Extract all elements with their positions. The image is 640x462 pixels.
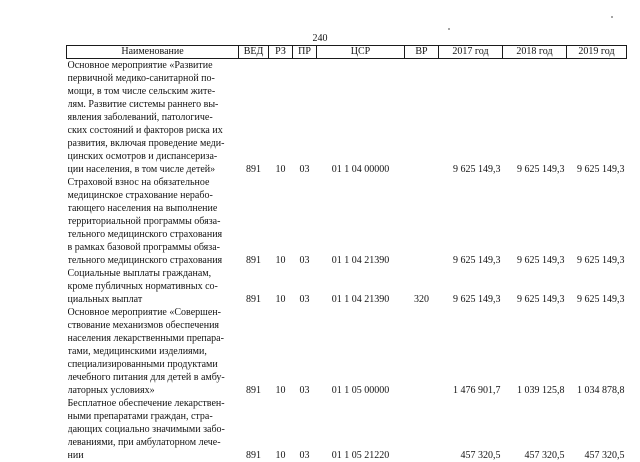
table-row bbox=[67, 267, 627, 306]
cell-pr: 03 bbox=[293, 267, 317, 306]
name-line: тающего населения на выполнение bbox=[68, 202, 237, 215]
cell-2017: 9 625 149,3 bbox=[439, 59, 503, 177]
name-line: дающих социально значимыми забо- bbox=[68, 423, 237, 436]
name-line: тельного медицинского страхования bbox=[68, 228, 237, 241]
name-line: латорных условиях» bbox=[68, 384, 237, 397]
name-line: ствование механизмов обеспечения bbox=[68, 319, 237, 332]
cell-2019: 1 034 878,8 bbox=[567, 306, 627, 397]
header-rz: РЗ bbox=[269, 46, 293, 59]
name-line: кроме публичных нормативных со- bbox=[68, 280, 237, 293]
cell-2017: 9 625 149,3 bbox=[439, 176, 503, 267]
cell-pr: 03 bbox=[293, 59, 317, 177]
cell-vr bbox=[405, 59, 439, 177]
name-line: населения лекарственными препара- bbox=[68, 332, 237, 345]
table-row bbox=[67, 176, 627, 267]
name-line: нии bbox=[68, 449, 237, 462]
cell-vr bbox=[405, 176, 439, 267]
cell-pr: 03 bbox=[293, 397, 317, 462]
table-row bbox=[67, 59, 627, 177]
cell-2019: 9 625 149,3 bbox=[567, 267, 627, 306]
header-pr: ПР bbox=[293, 46, 317, 59]
cell-ved: 891 bbox=[239, 306, 269, 397]
cell-ved: 891 bbox=[239, 397, 269, 462]
header-vr: ВР bbox=[405, 46, 439, 59]
table-row bbox=[67, 306, 627, 397]
name-line: развития, включая проведение меди- bbox=[68, 137, 237, 150]
cell-ved: 891 bbox=[239, 176, 269, 267]
header-2017: 2017 год bbox=[439, 46, 503, 59]
name-line: Бесплатное обеспечение лекарствен- bbox=[68, 397, 237, 410]
cell-2019: 9 625 149,3 bbox=[567, 176, 627, 267]
cell-pr: 03 bbox=[293, 306, 317, 397]
cell-rz: 10 bbox=[269, 267, 293, 306]
cell-rz: 10 bbox=[269, 59, 293, 177]
cell-vr bbox=[405, 397, 439, 462]
name-line: в рамках базовой программы обяза- bbox=[68, 241, 237, 254]
cell-2017: 1 476 901,7 bbox=[439, 306, 503, 397]
cell-pr: 03 bbox=[293, 176, 317, 267]
cell-csr: 01 1 04 21390 bbox=[317, 267, 405, 306]
cell-rz: 10 bbox=[269, 176, 293, 267]
row-name bbox=[67, 176, 239, 267]
header-name: Наименование bbox=[67, 46, 239, 59]
budget-table bbox=[66, 45, 627, 462]
table-header-row bbox=[67, 46, 627, 59]
table-body bbox=[67, 59, 627, 462]
cell-2018: 457 320,5 bbox=[503, 397, 567, 462]
cell-2019: 9 625 149,3 bbox=[567, 59, 627, 177]
name-line: Страховой взнос на обязательное bbox=[68, 176, 237, 189]
name-line: цинских осмотров и диспансериза- bbox=[68, 150, 237, 163]
header-2018: 2018 год bbox=[503, 46, 567, 59]
cell-ved: 891 bbox=[239, 267, 269, 306]
name-line: циальных выплат bbox=[68, 293, 237, 306]
cell-2018: 1 039 125,8 bbox=[503, 306, 567, 397]
table-row bbox=[67, 397, 627, 462]
name-line: лечебного питания для детей в амбу- bbox=[68, 371, 237, 384]
name-line: ских состояний и факторов риска их bbox=[68, 124, 237, 137]
cell-2017: 457 320,5 bbox=[439, 397, 503, 462]
cell-2018: 9 625 149,3 bbox=[503, 176, 567, 267]
cell-csr: 01 1 05 00000 bbox=[317, 306, 405, 397]
cell-vr bbox=[405, 306, 439, 397]
name-line: территориальной программы обяза- bbox=[68, 215, 237, 228]
name-line: Социальные выплаты гражданам, bbox=[68, 267, 237, 280]
row-name bbox=[67, 59, 239, 177]
header-csr: ЦСР bbox=[317, 46, 405, 59]
name-line: тами, медицинскими изделиями, bbox=[68, 345, 237, 358]
cell-2019: 457 320,5 bbox=[567, 397, 627, 462]
name-line: леваниями, при амбулаторном лече- bbox=[68, 436, 237, 449]
cell-2018: 9 625 149,3 bbox=[503, 59, 567, 177]
scan-speck bbox=[448, 28, 450, 30]
name-line: явления заболеваний, патологиче- bbox=[68, 111, 237, 124]
scan-speck bbox=[611, 16, 613, 18]
cell-2017: 9 625 149,3 bbox=[439, 267, 503, 306]
cell-csr: 01 1 04 00000 bbox=[317, 59, 405, 177]
name-line: Основное мероприятие «Совершен- bbox=[68, 306, 237, 319]
cell-ved: 891 bbox=[239, 59, 269, 177]
name-line: лям. Развитие системы раннего вы- bbox=[68, 98, 237, 111]
name-line: первичной медико-санитарной по- bbox=[68, 72, 237, 85]
row-name bbox=[67, 306, 239, 397]
cell-csr: 01 1 05 21220 bbox=[317, 397, 405, 462]
cell-2018: 9 625 149,3 bbox=[503, 267, 567, 306]
name-line: ции населения, в том числе детей» bbox=[68, 163, 237, 176]
header-2019: 2019 год bbox=[567, 46, 627, 59]
name-line: тельного медицинского страхования bbox=[68, 254, 237, 267]
row-name bbox=[67, 267, 239, 306]
cell-rz: 10 bbox=[269, 306, 293, 397]
name-line: медицинское страхование нерабо- bbox=[68, 189, 237, 202]
cell-csr: 01 1 04 21390 bbox=[317, 176, 405, 267]
page-number: 240 bbox=[0, 34, 640, 44]
cell-rz: 10 bbox=[269, 397, 293, 462]
name-line: ными препаратами граждан, стра- bbox=[68, 410, 237, 423]
name-line: специализированными продуктами bbox=[68, 358, 237, 371]
name-line: Основное мероприятие «Развитие bbox=[68, 59, 237, 72]
cell-vr: 320 bbox=[405, 267, 439, 306]
header-ved: ВЕД bbox=[239, 46, 269, 59]
name-line: мощи, в том числе сельским жите- bbox=[68, 85, 237, 98]
row-name bbox=[67, 397, 239, 462]
